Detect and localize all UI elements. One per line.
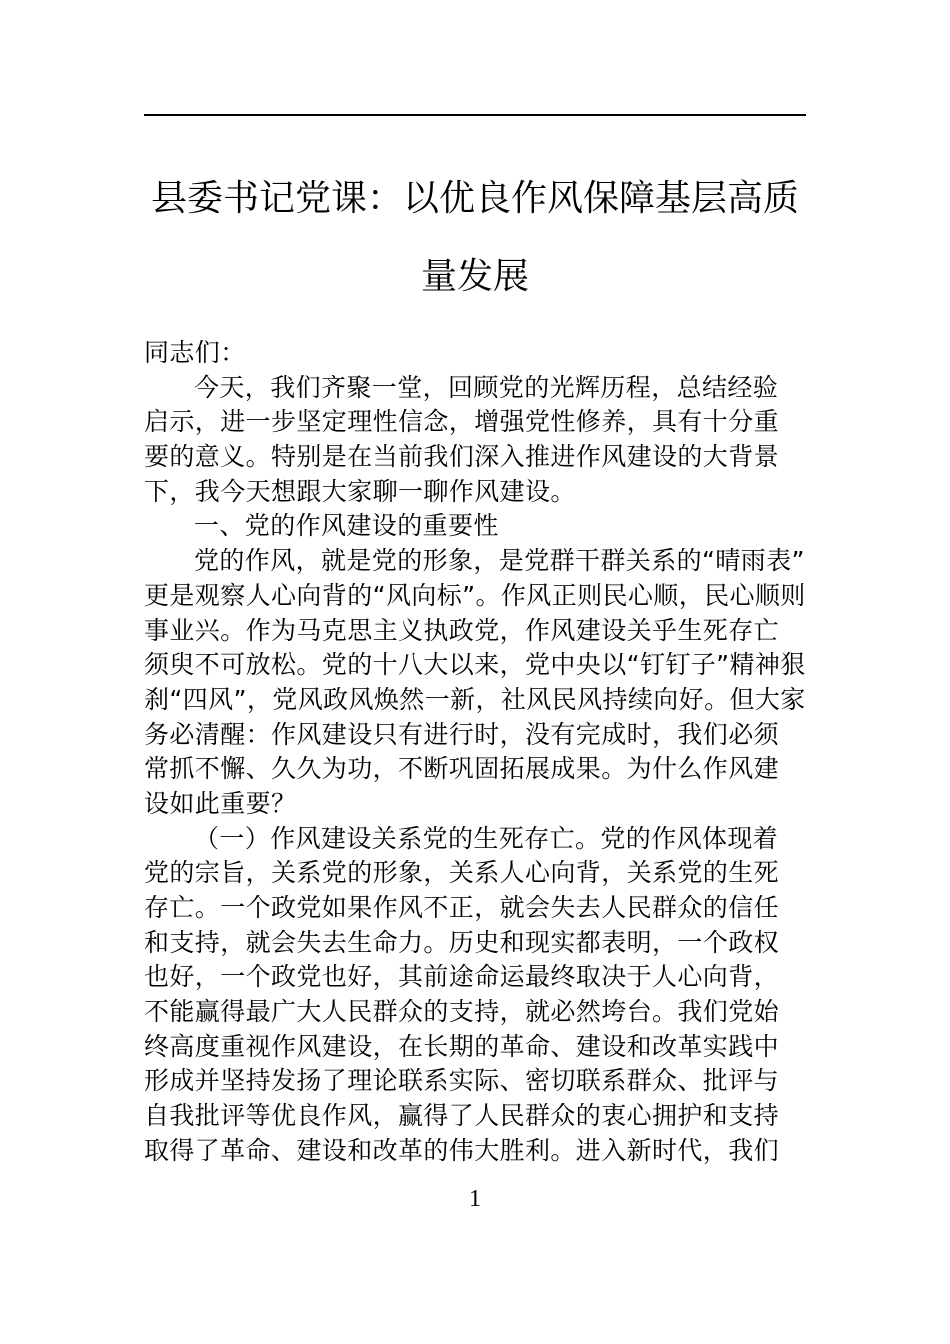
salutation: 同志们： [144, 338, 246, 367]
paragraph-line: 形成并坚持发扬了理论联系实际、密切联系群众、批评与 [144, 1066, 780, 1096]
header-rule [144, 114, 806, 116]
title-line-1: 县委书记党课：以优良作风保障基层高质 [150, 178, 799, 219]
page-number: 1 [469, 1186, 481, 1212]
paragraph-line: 今天，我们齐聚一堂，回顾党的光辉历程，总结经验 [194, 372, 779, 402]
paragraph-line: 下，我今天想跟大家聊一聊作风建设。 [144, 476, 576, 506]
paragraph-line: 也好，一个政党也好，其前途命运最终取决于人心向背， [144, 962, 780, 992]
paragraph-line: 党的作风，就是党的形象，是党群干群关系的“晴雨表” [194, 546, 805, 576]
paragraph-line: 务必清醒：作风建设只有进行时，没有完成时，我们必须 [144, 719, 780, 749]
paragraph-line: 刹“四风”，党风政风焕然一新，社风民风持续向好。但大家 [144, 684, 806, 714]
paragraph-line: 事业兴。作为马克思主义执政党，作风建设关乎生死存亡 [144, 615, 780, 645]
paragraph-line: 和支持，就会失去生命力。历史和现实都表明，一个政权 [144, 927, 780, 957]
paragraph-line: 须臾不可放松。党的十八大以来，党中央以“钉钉子”精神狠 [144, 650, 806, 680]
title-line-2: 量发展 [420, 256, 529, 297]
paragraph-line: 存亡。一个政党如果作风不正，就会失去人民群众的信任 [144, 893, 780, 922]
subsection-heading-line: （一）作风建设关系党的生死存亡。党的作风体现着 [194, 823, 779, 853]
paragraph-line: 设如此重要？ [144, 788, 297, 818]
paragraph-line: 要的意义。特别是在当前我们深入推进作风建设的大背景 [144, 442, 780, 472]
paragraph-line: 启示，进一步坚定理性信念，增强党性修养，具有十分重 [144, 407, 780, 437]
document-title [144, 160, 806, 316]
paragraph-line: 不能赢得最广大人民群众的支持，就必然垮台。我们党始 [144, 997, 780, 1027]
paragraph-line: 取得了革命、建设和改革的伟大胜利。进入新时代，我们 [144, 1135, 780, 1165]
paragraph-line: 更是观察人心向背的“风向标”。作风正则民心顺，民心顺则 [144, 580, 806, 610]
section-heading: 一、党的作风建设的重要性 [194, 511, 499, 541]
paragraph-line: 党的宗旨，关系党的形象，关系人心向背，关系党的生死 [144, 858, 780, 888]
paragraph-line: 终高度重视作风建设，在长期的革命、建设和改革实践中 [144, 1031, 780, 1061]
document-body [144, 336, 806, 1169]
paragraph-line: 自我批评等优良作风，赢得了人民群众的衷心拥护和支持 [144, 1101, 780, 1131]
paragraph-line: 常抓不懈、久久为功，不断巩固拓展成果。为什么作风建 [144, 754, 780, 784]
